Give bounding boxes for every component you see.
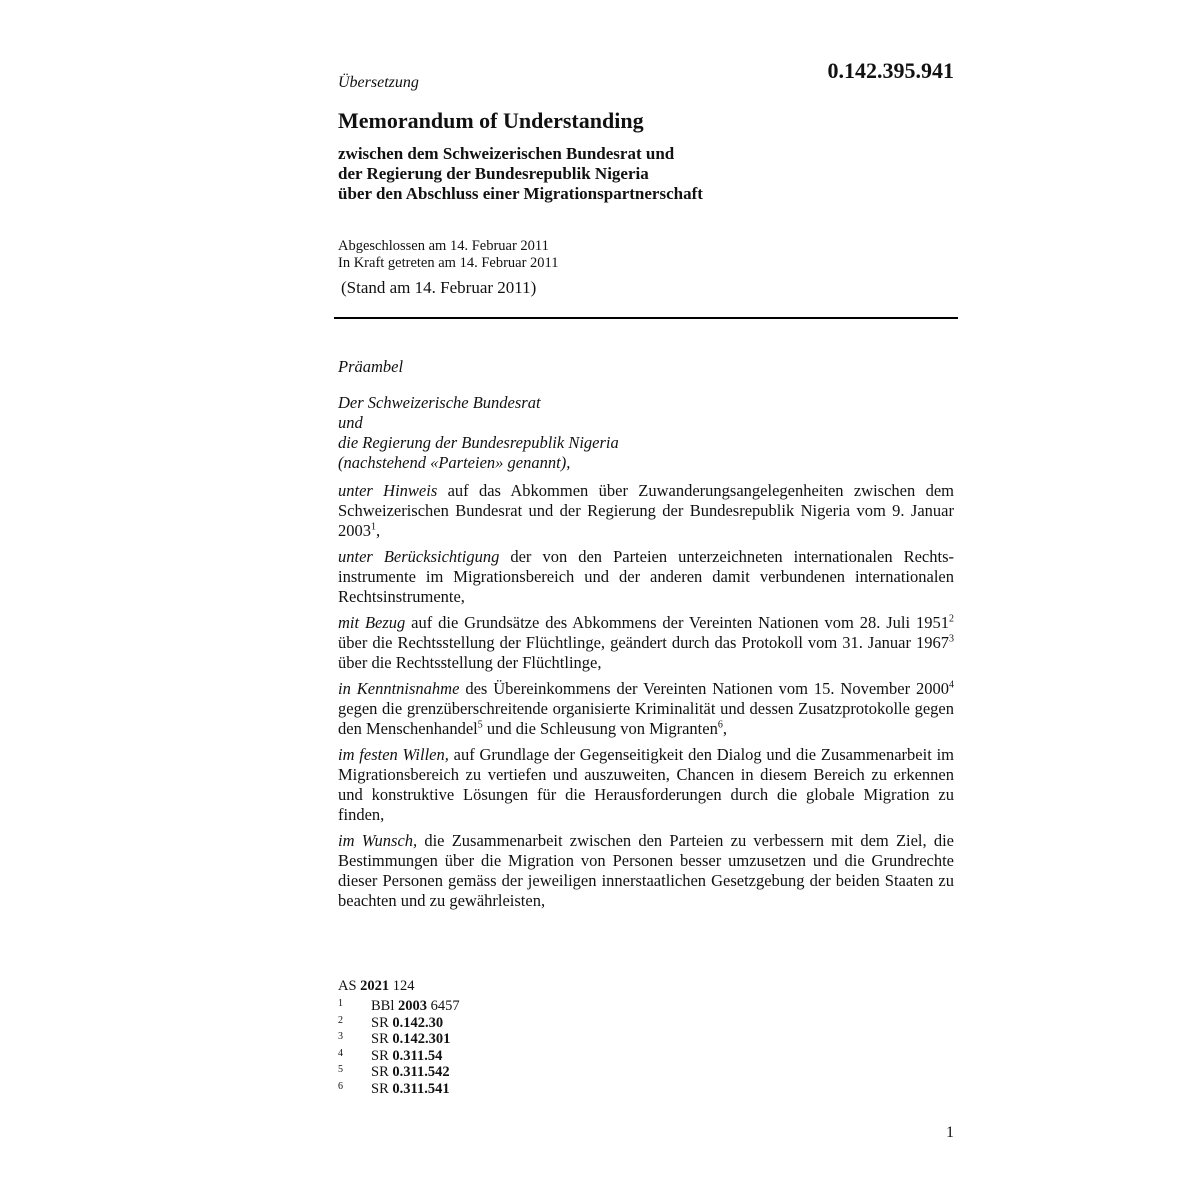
footnote-reference: 2 <box>949 613 954 625</box>
subtitle-line: zwischen dem Schweizerischen Bundesrat und <box>338 144 675 163</box>
document-subtitle <box>338 144 703 204</box>
translation-label: Übersetzung <box>338 74 419 91</box>
preamble-clause: unter Berücksichtigung der von den Parteien unterzeichneten internationalen Rechtsinstrumente im Migrationsbereich und der anderen damit verbundenen internationalen Rechtsinstrumente, <box>338 547 954 606</box>
footnote-reference: 4 <box>949 679 954 691</box>
page-number: 1 <box>946 1124 954 1141</box>
party-line: die Regierung der Bundesrepublik Nigeria <box>338 433 619 452</box>
party-line: Der Schweizerische Bundesrat <box>338 393 541 412</box>
footnote-reference: 3 <box>949 633 954 645</box>
preamble-clause: im festen Willen, auf Grundlage der Gegenseitigkeit den Dialog und die Zusammenarbeit im Migrationsbereich zu vertiefen und auszuweiten, Chancen in diesem Bereich zu erkennen und konstruktive Lösungen für die Herausforderungen durch die globale Migration zu finden, <box>338 745 954 824</box>
dates-block <box>338 238 559 272</box>
as-page: 124 <box>392 978 415 994</box>
preamble-clause: unter Hinweis auf das Abkommen über Zuwanderungsangelegenheiten zwischen dem Schweizerischen Bundesrat und der Regierung der Bundesrepublik Nigeria vom 9. Januar 2003$^1$, <box>338 481 954 540</box>
footnote-text: SR 0.311.542 <box>371 1064 450 1080</box>
as-year: 2021 <box>360 978 390 994</box>
clause-lead: im Wunsch, <box>338 831 418 850</box>
party-line: (nachstehend «Parteien» genannt), <box>338 453 571 472</box>
subtitle-line: über den Abschluss einer Migrationspartnerschaft <box>338 184 703 203</box>
clause-lead: mit Bezug <box>338 613 406 632</box>
header-divider <box>334 317 958 319</box>
footnote-text: SR 0.311.54 <box>371 1047 443 1064</box>
footnote-reference: 5 <box>477 719 483 731</box>
footnote-number: 4 <box>338 1047 343 1059</box>
concluded-date: Abgeschlossen am 14. Februar 2011 <box>338 238 549 254</box>
as-prefix: AS <box>338 978 357 994</box>
footnote-number: 2 <box>338 1014 343 1026</box>
footnote <box>338 1081 460 1098</box>
subtitle-line: der Regierung der Bundesrepublik Nigeria <box>338 164 649 183</box>
footnote-reference: 6 <box>717 719 723 731</box>
preamble-clause: in Kenntnisnahme des Übereinkommens der Vereinten Nationen vom 15. November 2000$^4$ gegen die grenzüberschreitende organisierte Kriminalität und dessen Zusatzprotokolle gegen den Menschenhandel$^5$ und die Schleusung von Migranten$^6$, <box>338 679 954 738</box>
sr-number: 0.142.395.941 <box>827 58 954 83</box>
preamble-clauses <box>338 481 954 917</box>
footnote-text: SR 0.311.541 <box>371 1080 450 1097</box>
party-line: und <box>338 413 363 432</box>
document-title: Memorandum of Understanding <box>338 108 644 133</box>
parties-block <box>338 393 619 473</box>
clause-lead: unter Hinweis <box>338 481 438 500</box>
official-reference <box>338 978 415 995</box>
footnote-reference: 1 <box>371 521 376 533</box>
preamble-heading: Präambel <box>338 357 404 376</box>
in-force-date: In Kraft getreten am 14. Februar 2011 <box>338 255 559 271</box>
clause-lead: im festen Willen, <box>338 745 449 764</box>
footnote-number: 1 <box>338 998 343 1009</box>
status-date: (Stand am 14. Februar 2011) <box>341 278 537 297</box>
preamble-clause: im Wunsch, die Zusammenarbeit zwischen den Parteien zu verbessern mit dem Ziel, die Bestimmungen über die Migration von Personen besser umzusetzen und die Grundrechte dieser Personen gemäss der jeweiligen innerstaatlichen Gesetzgebung der beiden Staaten zu beachten und zu gewährleisten, <box>338 831 954 910</box>
clause-lead: unter Berücksichtigung <box>338 547 500 566</box>
preamble-clause: mit Bezug auf die Grundsätze des Abkommens der Vereinten Nationen vom 28. Juli 1951$^2$ über die Rechtsstellung der Flüchtlinge, geändert durch das Protokoll vom 31. Januar 1967$^3$ über die Rechtsstellung der Flüchtlinge, <box>338 613 954 672</box>
footnotes-list <box>338 998 460 1097</box>
footnote-text: BBl 2003 6457 <box>371 998 460 1014</box>
footnote-number: 5 <box>338 1064 343 1075</box>
footnote-text: SR 0.142.30 <box>371 1014 444 1031</box>
footnote-number: 3 <box>338 1031 343 1042</box>
clause-lead: in Kenntnisnahme <box>338 679 460 698</box>
footnote-number: 6 <box>338 1080 343 1092</box>
footnote-text: SR 0.142.301 <box>371 1031 451 1047</box>
